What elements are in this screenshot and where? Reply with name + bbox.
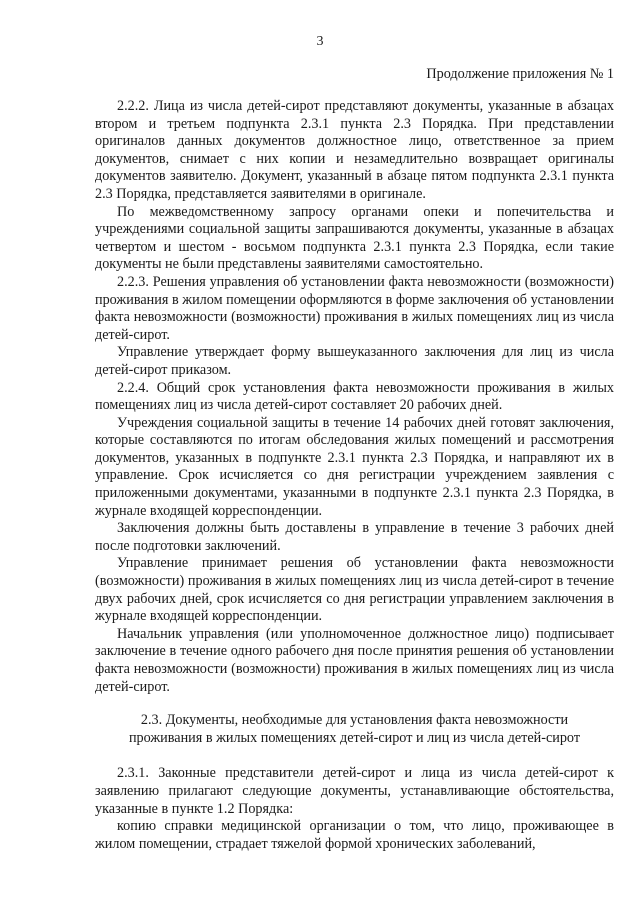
paragraph-decision-timing: Управление принимает решения об установлении факта невозможности (возможности) проживания в жилых помещениях лиц из числа детей-сирот в течение двух рабочих дней, срок исчисляется со дня регистрации управлением заключения в журнале входящей корреспонденции.	[95, 555, 614, 625]
paragraph-medical-certificate: копию справки медицинской организации о том, что лицо, проживающее в жилом помещении, страдает тяжелой формой хронических заболеваний,	[95, 818, 614, 852]
paragraph-2-2-4: 2.2.4. Общий срок установления факта невозможности проживания в жилых помещениях лиц из числа детей-сирот составляет 20 рабочих дней.	[95, 379, 614, 414]
paragraph-2-2-2: 2.2.2. Лица из числа детей-сирот представляют документы, указанные в абзацах втором и третьем подпункта 2.3.1 пункта 2.3 Порядка. При представлении оригиналов данных документов должностное лицо, ответственное за прием документов, снимает с них копии и незамедлительно возвращает оригиналы документов заявителю. Документ, указанный в абзаце пятом подпункта 2.3.1 пункта 2.3 Порядка, представляется заявителями в оригинале.	[95, 98, 614, 202]
paragraph-interagency-request: По межведомственному запросу органами опеки и попечительства и учреждениями социальной защиты запрашиваются документы, указанные в абзацах четвертом и шестом - восьмом подпункта 2.3.1 пункта 2.3 Порядка, если такие документы не были представлены заявителями самостоятельно.	[95, 203, 614, 273]
appendix-continuation-note: Продолжение приложения № 1	[426, 66, 614, 82]
paragraph-delivery-deadline: Заключения должны быть доставлены в управление в течение 3 рабочих дней после подготовки заключений.	[95, 520, 614, 554]
section-heading-2-3: 2.3. Документы, необходимые для установления факта невозможности проживания в жилых помещениях детей-сирот и лиц из числа детей-сирот	[128, 712, 581, 746]
paragraph-2-3-1: 2.3.1. Законные представители детей-сирот и лица из числа детей-сирот к заявлению прилагают следующие документы, устанавливающие обстоятельства, указанные в пункте 1.2 Порядка:	[95, 765, 614, 817]
page-number: 3	[316, 34, 324, 49]
paragraph-head-signature: Начальник управления (или уполномоченное должностное лицо) подписывает заключение в течение одного рабочего дня после принятия решения об установлении факта невозможности (возможности) проживания в жилых помещениях лиц из числа детей-сирот.	[95, 625, 614, 695]
paragraph-social-institutions: Учреждения социальной защиты в течение 14 рабочих дней готовят заключения, которые составляются по итогам обследования жилых помещений и рассмотрения документов, указанных в подпункте 2.3.1 пункта 2.3 Порядка, и направляют их в управление. Срок исчисляется со дня регистрации учреждением заявления с приложенными документами, указанными в подпункте 2.3.1 пункта 2.3 Порядка, в журнале входящей корреспонденции.	[95, 414, 614, 519]
document-body	[95, 98, 614, 853]
paragraph-form-approval: Управление утверждает форму вышеуказанного заключения для лиц из числа детей-сирот приказом.	[95, 344, 614, 378]
paragraph-2-2-3: 2.2.3. Решения управления об установлении факта невозможности (возможности) проживания в жилом помещении оформляются в форме заключения об установлении факта невозможности (возможности) проживания в жилых помещениях лиц из числа детей-сирот.	[95, 273, 614, 343]
